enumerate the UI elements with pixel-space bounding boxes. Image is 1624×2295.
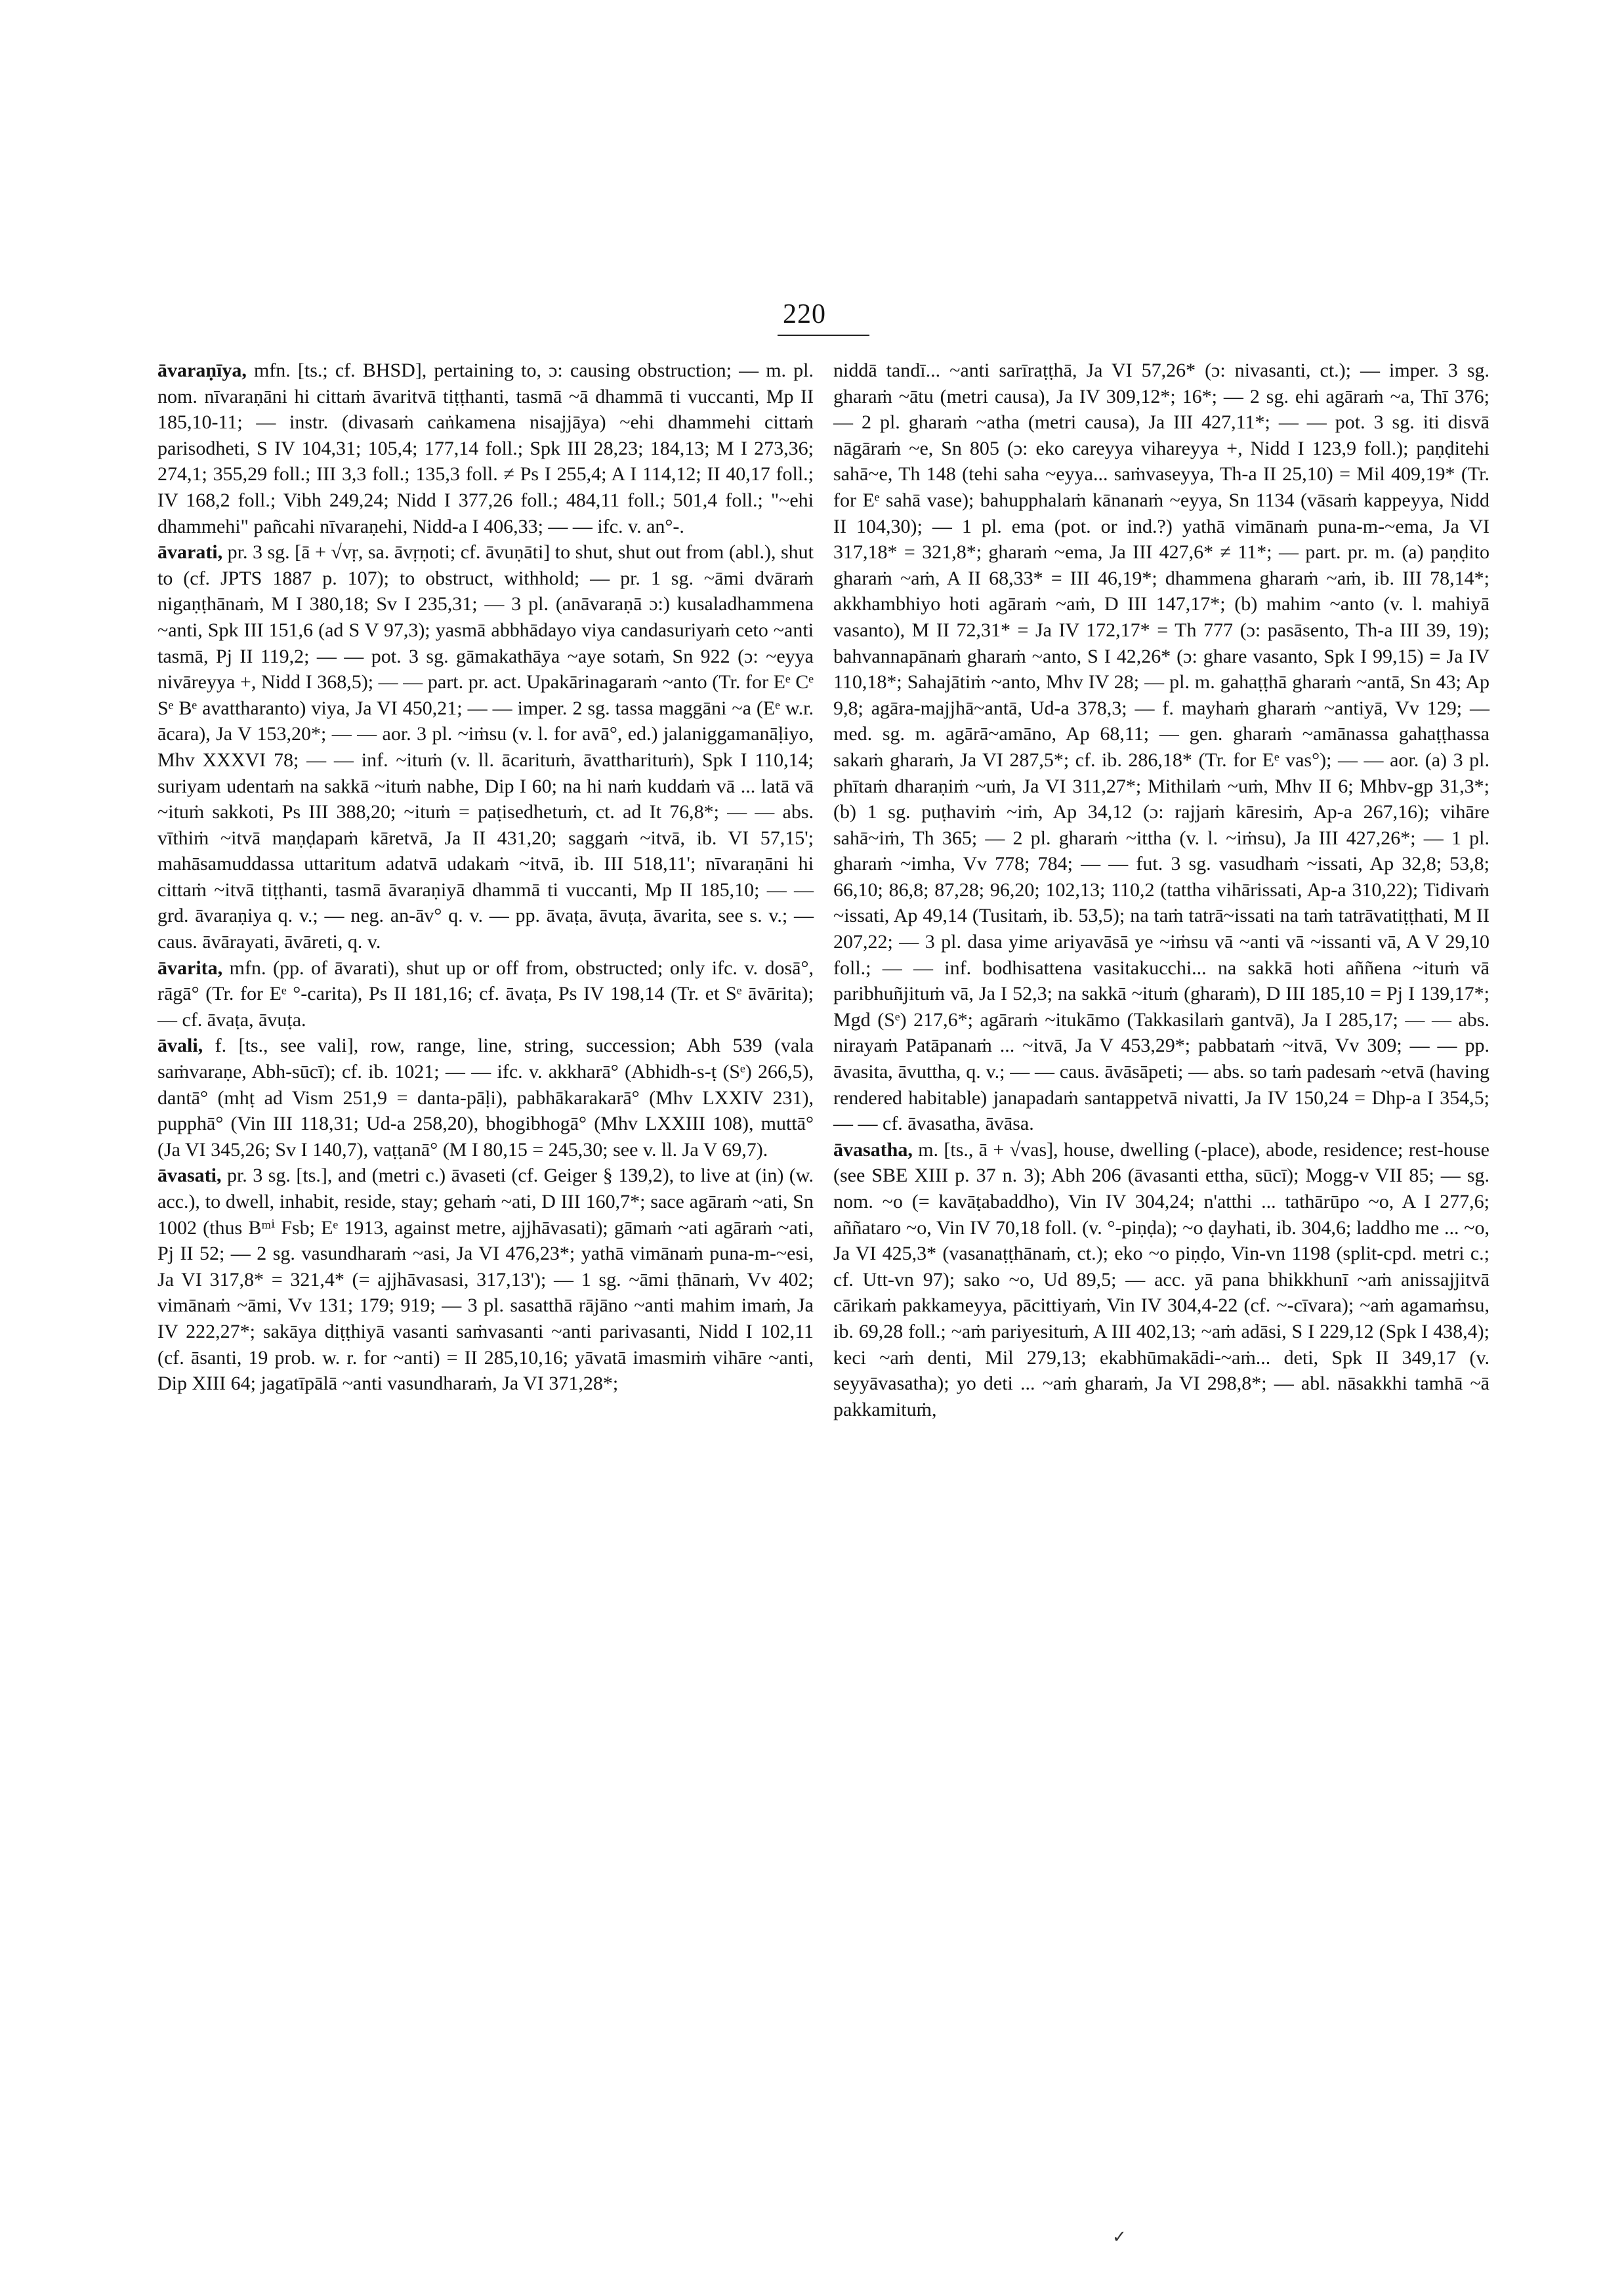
entry-text: m. [ts., ā + √vas], house, dwelling (-place), abode, residence; rest-house (see SBE XIII p. 37 n. 3); Abh 206 (āvasanti ettha, sūcī); Mogg-v VII 85; — sg. nom. ~o (= kavāṭabaddho), Vin IV 304,24; n'atthi ... tathārūpo ~o, A I 277,6; aññataro ~o, Vin IV 70,18 foll. (v. °-piṇḍa); ~o ḍayhati, ib. 304,6; laddho me ... ~o, Ja VI 425,3* (vasanaṭṭhānaṁ, ct.); eko ~o piṇḍo, Vin-vn 1198 (split-cpd. metri c.; cf. Utt-vn 97); sako ~o, Ud 89,5; — acc. yā pana bhikkhunī ~aṁ anissajjitvā cārikaṁ pakkameyya, pācittiyaṁ, Vin IV 304,4-22 (cf. ~-cīvara); ~aṁ agamaṁsu, ib. 69,28 foll.; ~aṁ pariyesituṁ, A III 402,13; ~aṁ adāsi, S I 229,12 (Spk I 438,4); keci ~aṁ denti, Mil 279,13; ekabhūmakādi-~aṁ... deti, Spk II 349,17 (v. seyyāvasatha); yo deti ... ~aṁ gharaṁ, Ja VI 298,8*; — abl. nāsakkhi tamhā ~ā pakkamituṁ, — [833, 1138, 1489, 1420]
entry-headword: āvasati, — [157, 1165, 222, 1187]
entry-text: pr. 3 sg. [ā + √vṛ, sa. āvṛṇoti; cf. āvuṇāti] to shut, shut out from (abl.), shut to (cf. JPTS 1887 p. 107); to obstruct, withhold; — pr. 1 sg. ~āmi dvāraṁ nigaṇṭhānaṁ, M I 380,18; Sv I 235,31; — 3 pl. (anāvaraṇā ɔ:) kusaladhammena ~anti, Spk III 151,6 (ad S V 97,3); yasmā abbhādayo viya candasuriyaṁ ceto ~anti tasmā, Pj II 119,2; — — pot. 3 sg. gāmakathāya ~aye sotaṁ, Sn 922 (ɔ: ~eyya nivāreyya +, Nidd I 368,5); — — part. pr. act. Upakārinagaraṁ ~anto (Tr. for Eᵉ Cᵉ Sᵉ Bᵉ avattharanto) viya, Ja VI 450,21; — — imper. 2 sg. tassa maggāni ~a (Eᵉ w.r. ācara), Ja V 153,20*; — — aor. 3 pl. ~iṁsu (v. l. for avā°, ed.) jalaniggamanāḷiyo, Mhv XXXVI 78; — — inf. ~ituṁ (v. ll. ācarituṁ, āvattharituṁ), Spk I 110,14; suriyam udentaṁ na sakkā ~ituṁ nabhe, Dip I 60; na hi naṁ kuddaṁ vā ... latā vā ~ituṁ sakkoti, Ps III 388,20; ~ituṁ = paṭisedhetuṁ, ct. ad It 76,8*; — — abs. vīthiṁ ~itvā maṇḍapaṁ kāretvā, Ja II 431,20; saggaṁ ~itvā, ib. VI 57,15'; mahāsamuddassa uttaritum adatvā udakaṁ ~itvā, ib. III 518,11'; nīvaraṇāni hi cittaṁ ~itvā tiṭṭhanti, tasmā āvaraṇiyā dhammā ti vuccanti, Mp II 185,10; — — grd. āvaraṇiya q. v.; — neg. an-āv° q. v. — pp. āvaṭa, āvuṭa, āvarita, see s. v.; — caus. āvārayati, āvāreti, q. v. — [157, 541, 814, 953]
dictionary-entry — [157, 358, 814, 539]
printer-mark: ✓ — [1112, 2227, 1127, 2246]
dictionary-entry — [157, 539, 814, 955]
entry-text: mfn. [ts.; cf. BHSD], pertaining to, ɔ: causing obstruction; — m. pl. nom. nīvaraṇāni hi cittaṁ āvaritvā tiṭṭhanti, tasmā ~ā dhammā ti vuccanti, Mp II 185,10-11; — instr. (divasaṁ caṅkamena nisajjāya) ~ehi dhammehi cittaṁ parisodheti, S IV 104,31; 105,4; 177,14 foll.; Spk III 28,23; 184,13; M I 273,36; 274,1; 355,29 foll.; III 3,3 foll.; 135,3 foll. ≠ Ps I 255,4; A I 114,12; II 40,17 foll.; IV 168,2 foll.; Vibh 249,24; Nidd I 377,26 foll.; 484,11 foll.; 501,4 foll.; "~ehi dhammehi" pañcahi nīvaraṇehi, Nidd-a I 406,33; — — ifc. v. an°-. — [157, 360, 814, 537]
page-number: 220 — [783, 299, 826, 329]
dictionary-entry — [157, 955, 814, 1033]
entry-headword: āvali, — [157, 1035, 203, 1057]
entry-headword: āvasatha, — [833, 1138, 913, 1161]
left-column — [157, 358, 814, 1397]
entry-text: mfn. (pp. of āvarati), shut up or off from, obstructed; only ifc. v. dosā°, rāgā° (Tr. for Eᵉ °-carita), Ps II 181,16; cf. āvaṭa, Ps IV 198,14 (Tr. et Sᵉ āvārita); — cf. āvaṭa, āvuṭa. — [157, 957, 814, 1031]
entry-headword: āvarita, — [157, 957, 223, 979]
right-column — [833, 358, 1489, 1422]
entry-headword: āvarati, — [157, 541, 223, 564]
entry-headword: āvaraṇīya, — [157, 360, 247, 381]
dictionary-entry — [833, 1137, 1489, 1423]
page-number-rule — [778, 335, 869, 336]
dictionary-entry — [833, 358, 1489, 1137]
entry-text: niddā tandī... ~anti sarīraṭṭhā, Ja VI 57,26* (ɔ: nivasanti, ct.); — imper. 3 sg. gharaṁ ~ātu (metri causa), Ja IV 309,12*; 16*; — 2 sg. ehi agāraṁ ~a, Thī 376; — 2 pl. gharaṁ ~atha (metri causa), Ja III 427,11*; — — pot. 3 sg. iti disvā nāgāraṁ ~e, Sn 805 (ɔ: eko careyya vihareyya +, Nidd I 123,9 foll.); paṇḍitehi sahā~e, Th 148 (tehi saha ~eyya... saṁvaseyya, Th-a II 25,10) = Mil 409,19* (Tr. for Eᵉ sahā vase); bahupphalaṁ kānanaṁ ~eyya, Sn 1134 (vāsaṁ kappeyya, Nidd II 104,30); — 1 pl. ema (pot. or ind.?) yathā vimānaṁ puna-m-~ema, Ja VI 317,18* = 321,8*; gharaṁ ~ema, Ja III 427,6* ≠ 11*; — part. pr. m. (a) paṇḍito gharaṁ ~aṁ, A II 68,33* = III 46,19*; dhammena gharaṁ ~aṁ, ib. III 78,14*; akkhambhiyo hoti agāraṁ ~aṁ, D III 147,17*; (b) mahim ~anto (v. l. mahiyā vasanto), M II 72,31* = Ja IV 172,17* = Th 777 (ɔ: pasāsento, Th-a III 39, 19); bahvannapānaṁ gharaṁ ~anto, S I 42,26* (ɔ: ghare vasanto, Spk I 99,15) = Ja IV 110,18*; Sahajātiṁ ~anto, Mhv IV 28; — pl. m. gahaṭṭhā gharaṁ ~antā, Sn 43; Ap 9,8; agāra-majjhā~antā, Ud-a 378,3; — f. mayhaṁ gharaṁ ~antiyā, Vv 129; — med. sg. m. agārā~amāno, Ap 68,11; — gen. gharaṁ ~amānassa gahaṭṭhassa sakaṁ gharaṁ, Ja VI 287,5*; cf. ib. 286,18* (Tr. for Eᵉ vas°); — — aor. (a) 3 pl. phītaṁ dharaṇiṁ ~uṁ, Ja VI 311,27*; Mithilaṁ ~uṁ, Mhv II 6; Mhbv-gp 31,3*; (b) 1 sg. puṭhaviṁ ~iṁ, Ap 34,12 (ɔ: rajjaṁ kāresiṁ, Ap-a 267,16); vihāre sahā~iṁ, Th 365; — 2 pl. gharaṁ ~ittha (v. l. ~iṁsu), Ja III 427,26*; — 1 pl. gharaṁ ~imha, Vv 778; 784; — — fut. 3 sg. vasudhaṁ ~issati, Ap 32,8; 53,8; 66,10; 86,8; 87,28; 96,20; 102,13; 110,2 (tattha vihārissati, Ap-a 310,22); Tidivaṁ ~issati, Ap 49,14 (Tusitaṁ, ib. 53,5); na taṁ tatrā~issati na taṁ tatrāvatiṭṭhati, M II 207,22; — 3 pl. dasa yime ariyavāsā ye ~iṁsu vā ~anti vā ~issanti vā, A V 29,10 foll.; — — inf. bodhisattena vasitakucchi... na sakkā hoti aññena ~ituṁ vā paribhuñjituṁ vā, Ja I 52,3; na sakkā ~ituṁ (gharaṁ), D III 185,10 = Pj I 139,17*; Mgd (Sᵉ) 217,6*; agāraṁ ~itukāmo (Takkasilaṁ gantvā), Ja I 285,17; — — abs. nirayaṁ Patāpanaṁ ... ~itvā, Ja V 453,29*; pabbataṁ ~itvā, Vv 309; — — pp. āvasita, āvuttha, q. v.; — — caus. āvāsāpeti; — abs. so taṁ padesaṁ ~etvā (having rendered habitable) janapadaṁ santappetvā nivatti, Ja IV 150,24 = Dhp-a I 354,5; — — cf. āvasatha, āvāsa. — [833, 360, 1489, 1135]
dictionary-entry — [157, 1033, 814, 1163]
dictionary-entry — [157, 1163, 814, 1396]
entry-text: pr. 3 sg. [ts.], and (metri c.) āvaseti (cf. Geiger § 139,2), to live at (in) (w. acc.), to dwell, inhabit, reside, stay; gehaṁ ~ati, D III 160,7*; sace agāraṁ ~ati, Sn 1002 (thus Bᵐⁱ Fsb; Eᵉ 1913, against metre, ajjhāvasati); gāmaṁ ~ati agāraṁ ~ati, Pj II 52; — 2 sg. vasundharaṁ ~asi, Ja VI 476,23*; yathā vimānaṁ puna-m-~esi, Ja VI 317,8* = 321,4* (= ajjhāvasasi, 317,13'); — 1 sg. ~āmi ṭhānaṁ, Vv 402; vimānaṁ ~āmi, Vv 131; 179; 919; — 3 pl. sasatthā rājāno ~anti mahim imaṁ, Ja IV 222,27*; sakāya diṭṭhiyā vasanti saṁvasanti ~anti parivasanti, Nidd I 102,11 (cf. āsanti, 19 prob. w. r. for ~anti) = II 285,10,16; yāvatā imasmiṁ vihāre ~anti, Dip XIII 64; jagatīpālā ~anti vasundharaṁ, Ja VI 371,28*; — [157, 1165, 814, 1395]
entry-text: f. [ts., see vali], row, range, line, string, succession; Abh 539 (vala saṁvaraṇe, Abh-sūcī); cf. ib. 1021; — — ifc. v. akkharā° (Abhidh-s-ṭ (Sᵉ) 266,5), dantā° (mhṭ ad Vism 251,9 = danta-pāḷi), pabhākarakarā° (Mhv LXXIV 231), pupphā° (Vin III 118,31; Ud-a 258,20), bhogibhogā° (Mhv LXXIII 108), muttā° (Ja VI 345,26; Sv I 140,7), vaṭṭanā° (M I 80,15 = 245,30; see v. ll. Ja V 69,7). — [157, 1035, 814, 1161]
